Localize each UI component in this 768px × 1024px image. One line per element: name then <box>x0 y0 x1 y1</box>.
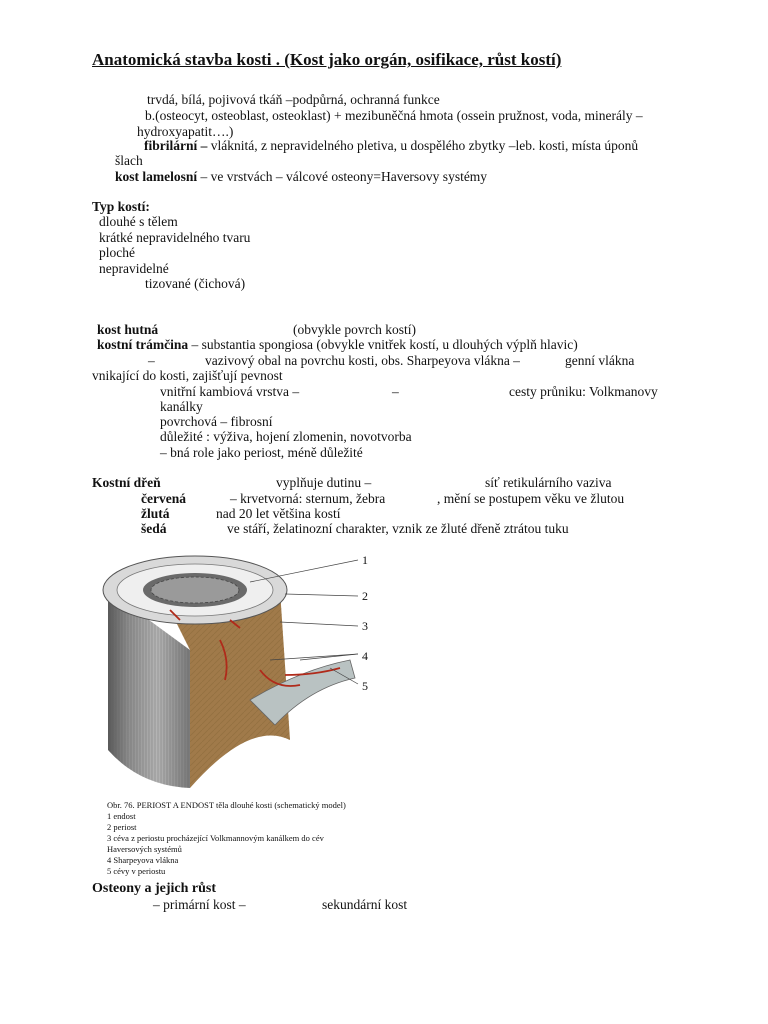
figure-label: 3 <box>362 619 368 633</box>
intro-line: hydroxyapatit….) <box>137 124 234 139</box>
dren-row-term: šedá <box>141 521 167 536</box>
figure-caption-item: 5 cévy v periostu <box>107 866 166 876</box>
figure-caption-item: 3 céva z periostu procházející Volkmannovým kanálkem do cév <box>107 833 324 843</box>
periost-line: vazivový obal na povrchu kosti, obs. Sharpeyova vlákna – <box>205 353 520 368</box>
periost-line: – bná role jako periost, méně důležité <box>160 445 363 460</box>
dren-row-text: ve stáří, želatinozní charakter, vznik ze žluté dřeně ztrátou tuku <box>227 521 569 536</box>
fibrilarni-text: vláknitá, z nepravidelného pletiva, u dospělého zbytky –leb. kosti, místa úponů <box>207 138 639 153</box>
figure-label: 1 <box>362 553 368 567</box>
periost-dash: – <box>148 353 155 368</box>
figure-caption-title: Obr. 76. PERIOST A ENDOST těla dlouhé kosti (schematický model) <box>107 800 346 810</box>
dren-row-term: červená <box>141 491 186 506</box>
periost-line: cesty průniku: Volkmanovy <box>509 384 658 399</box>
bone-figure <box>100 550 390 792</box>
figure-label: 2 <box>362 589 368 603</box>
lamelosni-line <box>115 169 487 185</box>
lamelosni-term: kost lamelosní <box>115 169 198 184</box>
intro-line: trvdá, bílá, pojivová tkáň –podpůrná, ochranná funkce <box>147 92 440 107</box>
typ-item: dlouhé s tělem <box>99 214 178 229</box>
dren-row-term: žlutá <box>141 506 170 521</box>
dren-row-text: – krvetvorná: sternum, žebra <box>230 491 386 506</box>
dren-row-text: , mění se postupem věku ve žlutou <box>437 491 625 506</box>
hutna-term: kost hutná <box>97 322 159 337</box>
typ-sub: tizované (čichová) <box>145 276 246 291</box>
dren-text: síť retikulárního vaziva <box>485 475 612 490</box>
figure-caption-item: 1 endost <box>107 811 136 821</box>
page-title: Anatomická stavba kosti . (Kost jako orgán, osifikace, růst kostí) <box>92 50 562 69</box>
periost-line: vnitřní kambiová vrstva – <box>160 384 300 399</box>
figure-label: 4 <box>362 649 368 663</box>
dren-row-text: nad 20 let většina kostí <box>216 506 341 521</box>
hutna-text: (obvykle povrch kostí) <box>293 322 416 337</box>
periost-line: vnikající do kosti, zajišťují pevnost <box>92 368 283 383</box>
typ-item: nepravidelné <box>99 261 169 276</box>
periost-line: – <box>392 384 399 399</box>
figure-label: 5 <box>362 679 368 693</box>
tramcina-text: – substantia spongiosa (obvykle vnitřek kostí, u dlouhých výplň hlavic) <box>188 337 578 352</box>
typ-heading: Typ kostí: <box>92 199 150 214</box>
periost-line: genní vlákna <box>565 353 635 368</box>
bone-illustration <box>100 550 390 792</box>
osteony-heading: Osteony a jejich růst <box>92 881 217 896</box>
typ-item: krátké nepravidelného tvaru <box>99 230 251 245</box>
figure-caption-item: 4 Sharpeyova vlákna <box>107 855 179 865</box>
typ-item: ploché <box>99 245 135 260</box>
periost-line: kanálky <box>160 399 203 414</box>
fibrilarni-line <box>144 138 638 154</box>
periost-line: povrchová – fibrosní <box>160 414 273 429</box>
periost-line: důležité : výživa, hojení zlomenin, novotvorba <box>160 429 412 444</box>
lamelosni-text: – ve vrstvách – válcové osteony=Haversovy systémy <box>197 169 488 184</box>
tramcina-line <box>97 337 578 353</box>
figure-caption-item: Haversových systémů <box>107 844 182 854</box>
osteony-text: – primární kost – <box>153 897 246 912</box>
fibrilarni-term: fibrilární – <box>144 138 208 153</box>
dren-heading: Kostní dřeň <box>92 475 161 490</box>
dren-text: vyplňuje dutinu – <box>276 475 372 490</box>
intro-line: šlach <box>115 153 143 168</box>
intro-line: b.(osteocyt, osteoblast, osteoklast) + mezibuněčná hmota (ossein pružnost, voda, minerály – <box>145 108 643 123</box>
tramcina-term: kostní trámčina <box>97 337 189 352</box>
osteony-text: sekundární kost <box>322 897 408 912</box>
figure-caption-item: 2 periost <box>107 822 137 832</box>
